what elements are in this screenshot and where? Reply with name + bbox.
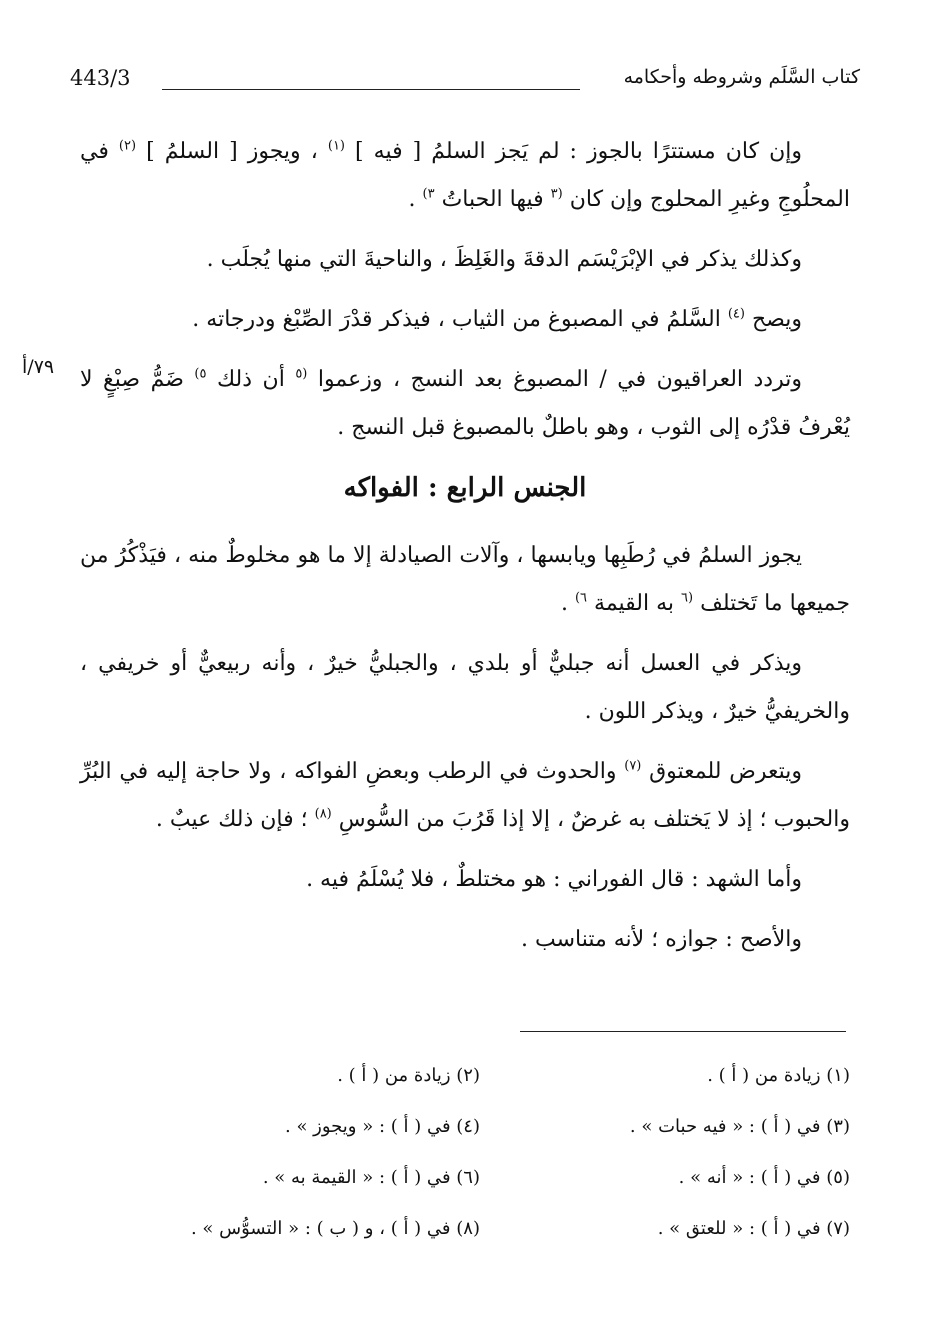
page-header	[70, 62, 860, 102]
section-heading: الجنس الرابع : الفواكه	[343, 473, 587, 503]
paragraph: وأما الشهد : قال الفوراني : هو مختلطٌ ، فلا يُسْلَمُ فيه .	[306, 867, 802, 892]
footnote-row	[110, 1213, 850, 1264]
footnote: (٥) في ( أ ) : « أنه » .	[678, 1167, 850, 1188]
footnote-row	[110, 1162, 850, 1213]
paragraph: يجوز السلمُ في رُطَبِها ويابسها ، وآلات الصيادلة إلا ما هو مخلوطٌ منه ، فيَذْكُرُ من جميعها ما تَختلف $^{(٦}$ به القيمة $^{٦)}$ .	[80, 543, 850, 616]
footnote: (٣) في ( أ ) : « فيه حبات » .	[629, 1116, 850, 1137]
paragraph: وكذلك يذكر في الإبْرَيْسَم الدقةَ والغَلِظَ ، والناحيةَ التي منها يُجلَب .	[206, 247, 802, 272]
running-title: كتاب السَّلَم وشروطه وأحكامه	[623, 66, 860, 88]
footnote-row	[110, 1111, 850, 1162]
footnote: (٨) في ( أ ) ، و ( ب ) : « التسوُّس » .	[190, 1218, 480, 1239]
footnote: (٢) زيادة من ( أ ) .	[337, 1065, 480, 1086]
main-text	[80, 128, 850, 976]
paragraph: وإن كان مستترًا بالجوز : لم يَجز السلمُ [ فيه ] $^{(١)}$ ، ويجوز [ السلمُ ] $^{(٢)}$ في المحلُوجِ وغيرِ المحلوج وإن كان $^{(٣}$ فيها الحباتُ $^{٣)}$ .	[80, 138, 850, 212]
paragraph: ويتعرض للمعتوق $^{(٧)}$ والحدوث في الرطب وبعضِ الفواكه ، ولا حاجة إليه في البُرِّ والحبوب ؛ إذ لا يَختلف به غرضٌ ، إلا إذا قَرُبَ من السُّوسِ $^{(٨)}$ ؛ فإن ذلك عيبٌ .	[80, 758, 850, 832]
footnote-separator	[520, 1031, 846, 1032]
footnote: (٧) في ( أ ) : « للعتق » .	[657, 1218, 850, 1239]
margin-folio-note: ٧٩/أ	[22, 356, 55, 378]
footnote: (٤) في ( أ ) : « ويجوز » .	[285, 1116, 480, 1137]
footnote: (١) زيادة من ( أ ) .	[707, 1065, 850, 1086]
paragraph: وتردد العراقيون في / المصبوغ بعد النسج ، وزعموا $^{(٥}$ أن ذلك $^{٥)}$ ضَمُّ صِبْغٍ لا يُعْرفُ قدْرُه إلى الثوب ، وهو باطلٌ بالمصبوغ قبل النسج .	[80, 366, 850, 440]
footnote-row	[110, 1060, 850, 1111]
header-rule	[162, 89, 580, 90]
paragraph: والأصح : جوازه ؛ لأنه متناسب .	[520, 927, 802, 952]
paragraph: ويذكر في العسل أنه جبليٌّ أو بلدي ، والجبليُّ خيرٌ ، وأنه ربيعيٌّ أو خريفي ، والخريفيُّ خيرٌ ، ويذكر اللون .	[80, 651, 850, 724]
footnotes	[110, 1060, 850, 1264]
footnote: (٦) في ( أ ) : « القيمة به » .	[262, 1167, 480, 1188]
page-number: 443/3	[70, 66, 131, 90]
paragraph: ويصح $^{(٤)}$ السَّلمُ في المصبوغ من الثياب ، فيذكر قدْرَ الصِّبْغ ودرجاته .	[192, 306, 802, 332]
